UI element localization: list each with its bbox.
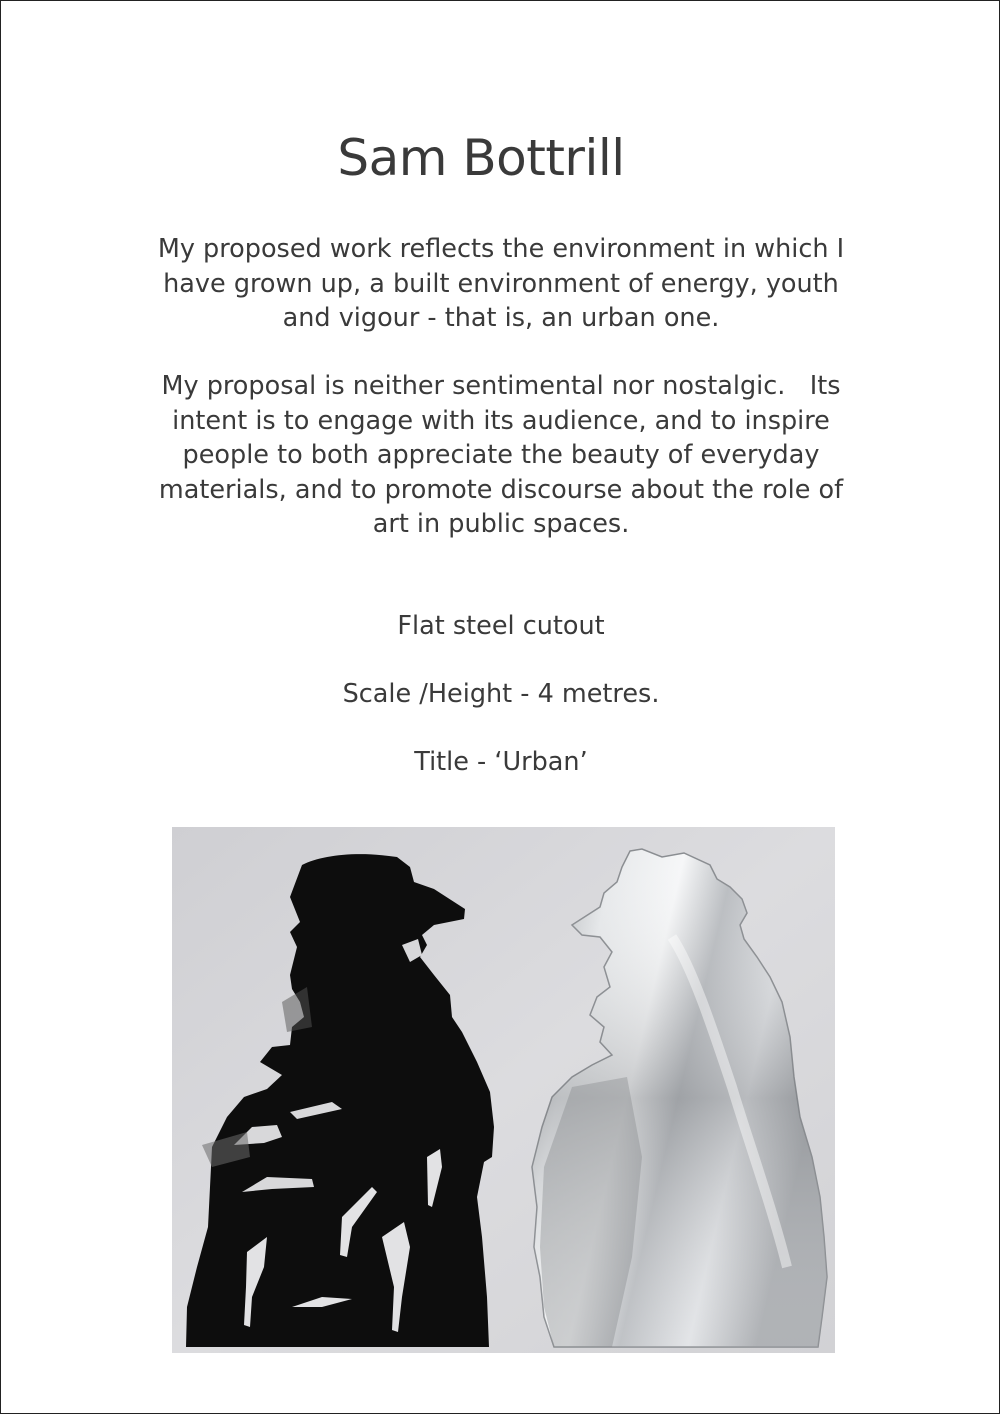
medium-line: Flat steel cutout	[397, 611, 605, 641]
artwork-title-line: Title - ‘Urban’	[414, 747, 588, 777]
statement-paragraph-1: My proposed work reflects the environment in which I have grown up, a built environment of energy, youth and vigour - that is, an urban one.	[157, 234, 845, 333]
artwork-photo	[172, 827, 835, 1353]
statement-paragraph-2: My proposal is neither sentimental nor nostalgic. Its intent is to engage with its audience, and to inspire people to both appreciate the beauty of everyday materials, and to promote discourse about the role of art in public spaces.	[158, 371, 852, 539]
scale-line: Scale /Height - 4 metres.	[342, 679, 660, 709]
artist-name: Sam Bottrill	[337, 129, 625, 187]
